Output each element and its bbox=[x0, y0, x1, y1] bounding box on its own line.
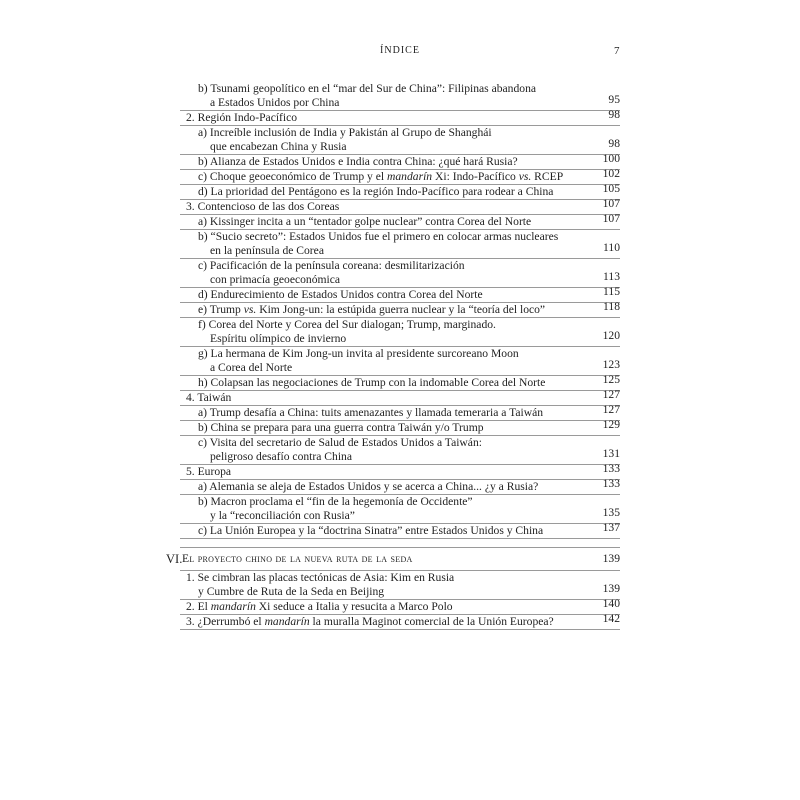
toc-entry-page-number: 127 bbox=[602, 388, 620, 401]
toc-entry-title: a) Increíble inclusión de India y Pakistán al Grupo de Shanghái bbox=[198, 126, 492, 139]
toc-entry-title: e) Trump vs. Kim Jong-un: la estúpida guerra nuclear y la “teoría del loco” bbox=[198, 303, 546, 316]
toc-entry-page-number: 107 bbox=[602, 212, 620, 225]
toc-entry-title: 3. Contencioso de las dos Coreas bbox=[186, 200, 340, 213]
toc-entry bbox=[180, 152, 620, 170]
toc-entry bbox=[180, 347, 620, 376]
toc-entry-page-number: 102 bbox=[602, 167, 620, 180]
toc-entry-title: c) Choque geoeconómico de Trump y el mandarín Xi: Indo-Pacífico vs. RCEP bbox=[198, 170, 564, 183]
toc-entry bbox=[180, 597, 620, 615]
chapter-heading bbox=[166, 547, 620, 571]
toc-entry bbox=[180, 418, 620, 436]
toc-entry bbox=[180, 197, 620, 215]
toc-entry-page-number: 107 bbox=[602, 197, 620, 210]
toc-entry-title-continuation: a Estados Unidos por China bbox=[210, 96, 340, 109]
toc-entry bbox=[180, 571, 620, 600]
toc-entry-title: f) Corea del Norte y Corea del Sur dialogan; Trump, marginado. bbox=[198, 318, 496, 331]
toc-entry-page-number: 120 bbox=[602, 329, 620, 342]
toc-entry bbox=[180, 300, 620, 318]
toc-entry-title-continuation: a Corea del Norte bbox=[210, 361, 293, 374]
toc-entry-page-number: 123 bbox=[602, 358, 620, 371]
toc-entry bbox=[180, 318, 620, 347]
toc-entry-page-number: 113 bbox=[603, 270, 620, 283]
toc-entry-page-number: 131 bbox=[602, 447, 620, 460]
toc-entry-title: 4. Taiwán bbox=[186, 391, 232, 404]
toc-entry-page-number: 98 bbox=[608, 108, 620, 121]
toc-entry-page-number: 140 bbox=[602, 597, 620, 610]
toc-entry-page-number: 125 bbox=[602, 373, 620, 386]
toc-entry-title: c) Visita del secretario de Salud de Estados Unidos a Taiwán: bbox=[198, 436, 482, 449]
toc-entry-title: c) Pacificación de la península coreana: desmilitarización bbox=[198, 259, 465, 272]
toc-entry bbox=[180, 373, 620, 391]
toc-entry bbox=[180, 259, 620, 288]
toc-entry bbox=[180, 462, 620, 480]
toc-section-list bbox=[180, 82, 620, 539]
toc-entry-title: h) Colapsan las negociaciones de Trump con la indomable Corea del Norte bbox=[198, 376, 546, 389]
running-header-title: ÍNDICE bbox=[380, 45, 420, 56]
toc-entry-page-number: 133 bbox=[602, 462, 620, 475]
toc-entry-title: 2. Región Indo-Pacífico bbox=[186, 111, 298, 124]
chapter-entry-list bbox=[180, 571, 620, 630]
toc-entry bbox=[180, 108, 620, 126]
toc-entry-page-number: 142 bbox=[602, 612, 620, 625]
toc-entry-title-continuation: peligroso desafío contra China bbox=[210, 450, 352, 463]
toc-entry-title-continuation: Espíritu olímpico de invierno bbox=[210, 332, 347, 345]
toc-entry bbox=[180, 612, 620, 630]
chapter-page-number: 139 bbox=[602, 552, 620, 565]
toc-entry-title: b) Macron proclama el “fin de la hegemonía de Occidente” bbox=[198, 495, 473, 508]
chapter-title: El proyecto chino de la nueva ruta de la seda bbox=[182, 552, 413, 565]
toc-entry-title: d) Endurecimiento de Estados Unidos contra Corea del Norte bbox=[198, 288, 483, 301]
toc-entry-title-continuation: con primacía geoeconómica bbox=[210, 273, 341, 286]
toc-entry-title: 2. El mandarín Xi seduce a Italia y resucita a Marco Polo bbox=[186, 600, 453, 613]
toc-entry-page-number: 133 bbox=[602, 477, 620, 490]
table-of-contents bbox=[166, 82, 620, 630]
toc-entry-title-continuation: en la península de Corea bbox=[210, 244, 324, 257]
toc-entry-page-number: 95 bbox=[608, 93, 620, 106]
toc-entry bbox=[180, 285, 620, 303]
toc-entry-page-number: 118 bbox=[603, 300, 620, 313]
toc-entry-page-number: 110 bbox=[603, 241, 620, 254]
toc-entry-title: b) “Sucio secreto”: Estados Unidos fue el primero en colocar armas nucleares bbox=[198, 230, 559, 243]
toc-entry-title-continuation: y Cumbre de Ruta de la Seda en Beijing bbox=[198, 585, 385, 598]
toc-entry-title-continuation: y la “reconciliación con Rusia” bbox=[210, 509, 355, 522]
toc-entry-title: a) Alemania se aleja de Estados Unidos y se acerca a China... ¿y a Rusia? bbox=[198, 480, 539, 493]
toc-entry-title: 1. Se cimbran las placas tectónicas de Asia: Kim en Rusia bbox=[186, 571, 455, 584]
header-page-number: 7 bbox=[614, 45, 620, 57]
toc-entry bbox=[180, 126, 620, 155]
toc-entry bbox=[180, 388, 620, 406]
toc-entry-title: g) La hermana de Kim Jong-un invita al presidente surcoreano Moon bbox=[198, 347, 519, 360]
toc-entry bbox=[180, 495, 620, 524]
toc-entry-title: d) La prioridad del Pentágono es la región Indo-Pacífico para rodear a China bbox=[198, 185, 554, 198]
toc-entry bbox=[180, 521, 620, 539]
toc-entry-page-number: 135 bbox=[602, 506, 620, 519]
toc-entry-title: b) Tsunami geopolítico en el “mar del Sur de China”: Filipinas abandona bbox=[198, 82, 537, 95]
toc-entry-page-number: 115 bbox=[603, 285, 620, 298]
toc-entry-page-number: 105 bbox=[602, 182, 620, 195]
toc-entry-page-number: 137 bbox=[602, 521, 620, 534]
toc-entry-title: b) China se prepara para una guerra contra Taiwán y/o Trump bbox=[198, 421, 484, 434]
toc-entry-title: a) Trump desafía a China: tuits amenazantes y llamada temeraria a Taiwán bbox=[198, 406, 544, 419]
toc-entry-title: 5. Europa bbox=[186, 465, 232, 478]
toc-entry-page-number: 98 bbox=[608, 137, 620, 150]
toc-entry bbox=[180, 403, 620, 421]
toc-entry bbox=[180, 167, 620, 185]
toc-entry bbox=[180, 82, 620, 111]
toc-entry-page-number: 129 bbox=[602, 418, 620, 431]
toc-entry-page-number: 127 bbox=[602, 403, 620, 416]
toc-entry bbox=[180, 436, 620, 465]
toc-entry-title-continuation: que encabezan China y Rusia bbox=[210, 140, 347, 153]
toc-entry-title: b) Alianza de Estados Unidos e India contra China: ¿qué hará Rusia? bbox=[198, 155, 518, 168]
toc-entry bbox=[180, 477, 620, 495]
toc-entry bbox=[180, 230, 620, 259]
chapter-number: VI. bbox=[166, 552, 183, 566]
toc-entry-page-number: 100 bbox=[602, 152, 620, 165]
toc-entry-page-number: 139 bbox=[602, 582, 620, 595]
toc-entry-title: c) La Unión Europea y la “doctrina Sinatra” entre Estados Unidos y China bbox=[198, 524, 544, 537]
toc-entry bbox=[180, 182, 620, 200]
toc-entry bbox=[180, 212, 620, 230]
toc-entry-title: a) Kissinger incita a un “tentador golpe nuclear” contra Corea del Norte bbox=[198, 215, 532, 228]
toc-entry-title: 3. ¿Derrumbó el mandarín la muralla Maginot comercial de la Unión Europea? bbox=[186, 615, 554, 628]
